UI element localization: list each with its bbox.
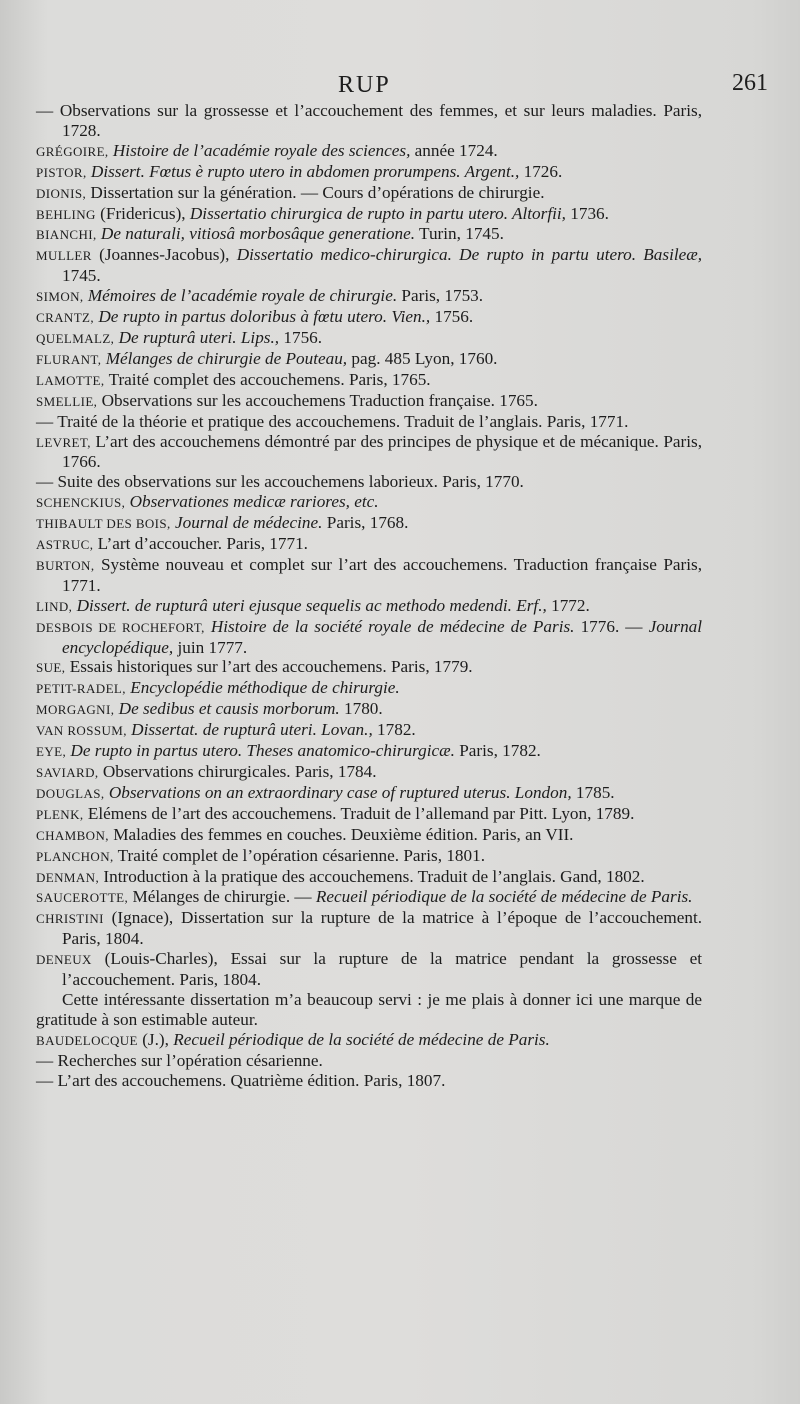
bibliography-entry xyxy=(36,908,702,949)
entry-author: LIND, xyxy=(36,598,73,614)
entry-title: Histoire de l’académie royale des sciences, xyxy=(112,140,411,160)
entry-title-secondary: Journal encyclopédique, xyxy=(62,616,703,657)
entry-author: VAN ROSSUM, xyxy=(36,723,127,739)
bibliography-entry xyxy=(36,1051,702,1071)
entry-text: Paris, 1768. xyxy=(326,513,409,533)
entry-author: BEHLING xyxy=(36,206,96,222)
entry-text: Mélanges de chirurgie. — xyxy=(132,887,312,907)
bibliography-entry xyxy=(36,555,702,596)
entry-author: THIBAULT DES BOIS, xyxy=(36,516,171,532)
entry-text: L’art des accouchemens. Quatrième édition. Paris, 1807. xyxy=(57,1070,446,1090)
entry-author: PISTOR, xyxy=(36,164,87,180)
continuation-dash: — xyxy=(36,411,54,431)
bibliography-entry xyxy=(36,617,702,658)
entry-text: Traité complet des accouchemens. Paris, 1765. xyxy=(108,369,431,389)
entry-author: PLENK, xyxy=(36,806,84,822)
entry-author: CHRISTINI xyxy=(36,911,104,927)
bibliography-entry xyxy=(36,867,702,888)
entry-text: 1756. xyxy=(283,327,323,347)
entry-author: SIMON, xyxy=(36,289,84,305)
bibliography-entry xyxy=(36,887,702,908)
entry-title: Encyclopédie méthodique de chirurgie. xyxy=(130,678,400,698)
entry-author: DESBOIS DE ROCHEFORT, xyxy=(36,619,205,635)
entry-text: Paris, 1753. xyxy=(401,286,484,306)
entry-title: Dissert. de rupturâ uteri ejusque sequelis ac methodo medendi. Erf., xyxy=(76,595,547,615)
bibliography-entry xyxy=(36,657,702,678)
entry-text: Introduction à la pratique des accouchemens. Traduit de l’anglais. Gand, 1802. xyxy=(103,866,645,886)
entry-author: DOUGLAS, xyxy=(36,785,105,801)
bibliography-entry xyxy=(36,1071,702,1091)
entry-text: 1745. xyxy=(62,266,101,286)
bibliography-entry xyxy=(36,492,702,513)
entry-text: Traité de la théorie et pratique des accouchemens. Traduit de l’anglais. Paris, 1771. xyxy=(57,411,629,431)
entry-text: Système nouveau et complet sur l’art des accouchemens. Traduction française Paris, 1771. xyxy=(62,554,703,595)
entry-text: L’art d’accoucher. Paris, 1771. xyxy=(97,534,308,554)
entry-author: BURTON, xyxy=(36,557,95,573)
bibliography-entry xyxy=(36,1030,702,1051)
entry-author: LAMOTTE, xyxy=(36,372,105,388)
entry-text: Paris, 1782. xyxy=(459,741,541,761)
entry-author: CHAMBON, xyxy=(36,827,109,843)
bibliography-entry xyxy=(36,141,702,162)
continuation-dash: — xyxy=(36,101,54,120)
entry-author: MULLER xyxy=(36,248,92,264)
entry-author: SAVIARD, xyxy=(36,765,99,780)
entry-author: BAUDELOCQUE xyxy=(36,1032,138,1048)
bibliography-entry xyxy=(36,162,702,183)
entry-author: ASTRUC, xyxy=(36,537,94,553)
bibliography-entry xyxy=(36,286,702,307)
bibliography-entry xyxy=(36,804,702,825)
bibliography-entry xyxy=(36,183,702,204)
entry-text: Dissertation sur la rupture de la matrice à l’époque de l’accouchement. Paris, 1804. xyxy=(62,908,703,949)
entry-author: SMELLIE, xyxy=(36,393,98,409)
entry-text: Essai sur la rupture de la matrice pendant la grossesse et l’accouchement. Paris, 1804. xyxy=(62,949,703,990)
entry-title: Dissert. Fœtus è rupto utero in abdomen prorumpens. Argent., xyxy=(90,161,520,181)
continuation-dash: — xyxy=(36,1070,54,1090)
entry-title: De rupto in partus utero. Theses anatomico-chirurgicæ. xyxy=(70,741,455,761)
entry-author: QUELMALZ, xyxy=(36,330,115,346)
bibliography-entry xyxy=(36,391,702,412)
entry-text: Observations chirurgicales. Paris, 1784. xyxy=(102,762,377,781)
entry-author: EYE, xyxy=(36,744,67,760)
bibliography-entry xyxy=(36,513,702,534)
bibliography-entry xyxy=(36,472,702,492)
entry-author: DENMAN, xyxy=(36,869,100,885)
entry-author-forename: (Louis-Charles), xyxy=(104,949,218,969)
entry-text: Observations sur la grossesse et l’accouchement des femmes, et sur leurs maladies. Paris, 1728. xyxy=(59,101,702,140)
entry-title: Journal de médecine. xyxy=(174,513,323,533)
entry-title: De naturali, vitiosâ morbosâque generatione. xyxy=(100,224,416,244)
entry-title: Observationes medicæ rariores, etc. xyxy=(129,492,379,512)
entry-text: année 1724. xyxy=(414,140,498,160)
entry-author: SCHENCKIUS, xyxy=(36,495,126,511)
entry-text: 1772. xyxy=(551,595,590,615)
continuation-dash: — xyxy=(36,1050,54,1070)
entry-text: 1780. xyxy=(344,699,383,719)
bibliography-entry xyxy=(36,762,702,783)
running-head xyxy=(0,70,800,100)
bibliography-list xyxy=(36,101,702,1091)
entry-text: 1756. xyxy=(434,307,474,327)
bibliography-entry xyxy=(36,432,702,473)
entry-title: Mémoires de l’académie royale de chirurgie. xyxy=(87,286,398,306)
entry-author-forename: (Fridericus), xyxy=(100,203,186,223)
entry-title-secondary: Recueil périodique de la société de médecine de Paris. xyxy=(315,887,693,907)
bibliography-entry xyxy=(36,307,702,328)
entry-author: SAUCEROTTE, xyxy=(36,890,129,906)
running-head-title: RUP xyxy=(338,72,391,98)
note-paragraph xyxy=(36,990,702,1030)
entry-text: 1736. xyxy=(570,203,609,223)
entry-title: De rupturâ uteri. Lips., xyxy=(118,327,280,347)
bibliography-entry xyxy=(36,825,702,846)
entry-title: Dissertatio medico-chirurgica. De rupto in partu utero. Basileæ, xyxy=(236,245,703,265)
bibliography-entry xyxy=(36,349,702,370)
bibliography-entry xyxy=(36,783,702,804)
entry-title: Histoire de la société royale de médecine de Paris. xyxy=(210,616,575,636)
bibliography-entry xyxy=(36,741,702,762)
bibliography-entry xyxy=(36,596,702,617)
entry-text: Dissertation sur la génération. — Cours d’opérations de chirurgie. xyxy=(90,182,545,202)
entry-text: Recherches sur l’opération césarienne. xyxy=(57,1050,323,1070)
entry-author: PLANCHON, xyxy=(36,848,114,864)
entry-text: Cette intéressante dissertation m’a beaucoup servi : je me plais à donner ici une marque de gratitude à son estimable auteur. xyxy=(36,989,702,1029)
entry-text: 1782. xyxy=(377,720,416,740)
entry-author: CRANTZ, xyxy=(36,310,95,326)
entry-text-secondary: juin 1777. xyxy=(177,637,248,657)
entry-title: Mélanges de chirurgie de Pouteau, xyxy=(105,348,348,368)
entry-author-forename: (Joannes-Jacobus), xyxy=(99,245,230,265)
bibliography-entry xyxy=(36,720,702,741)
entry-text: Elémens de l’art des accouchemens. Traduit de l’allemand par Pitt. Lyon, 1789. xyxy=(87,803,635,823)
entry-text: pag. 485 Lyon, 1760. xyxy=(351,348,498,368)
entry-text: 1726. xyxy=(523,161,563,181)
entry-text: Suite des observations sur les accouchemens laborieux. Paris, 1770. xyxy=(57,472,524,492)
entry-author: MORGAGNI, xyxy=(36,702,115,718)
entry-text: L’art des accouchemens démontré par des principes de physique et de mécanique. Paris, 1766. xyxy=(62,431,702,472)
bibliography-entry xyxy=(36,949,702,990)
bibliography-entry xyxy=(36,699,702,720)
entry-text: Observations sur les accouchemens Traduction française. 1765. xyxy=(101,390,538,410)
entry-author-forename: (J.), xyxy=(142,1029,169,1049)
entry-author: FLURANT, xyxy=(36,351,102,367)
bibliography-entry xyxy=(36,678,702,699)
bibliography-entry xyxy=(36,204,702,225)
entry-title: Recueil périodique de la société de médecine de Paris. xyxy=(173,1029,550,1049)
entry-text: 1785. xyxy=(575,782,615,802)
entry-author-forename: (Ignace), xyxy=(111,908,174,928)
page-number: 261 xyxy=(732,70,768,96)
entry-title: Dissertatio chirurgica de rupto in partu utero. Altorfii, xyxy=(189,203,566,223)
entry-text: Traité complet de l’opération césarienne. Paris, 1801. xyxy=(117,845,485,865)
entry-author: DENEUX xyxy=(36,952,92,968)
entry-author: PETIT-RADEL, xyxy=(36,681,126,697)
entry-text: Turin, 1745. xyxy=(419,224,504,244)
bibliography-entry xyxy=(36,328,702,349)
bibliography-entry xyxy=(36,370,702,391)
entry-author: DIONIS, xyxy=(36,185,87,201)
entry-author: BIANCHI, xyxy=(36,227,97,243)
entry-text: Maladies des femmes en couches. Deuxième édition. Paris, an VII. xyxy=(113,824,574,844)
entry-author: SUE, xyxy=(36,660,66,676)
bibliography-entry xyxy=(36,534,702,555)
bibliography-entry xyxy=(36,101,702,141)
entry-title: Observations on an extraordinary case of ruptured uterus. London, xyxy=(108,782,572,802)
bibliography-entry xyxy=(36,245,702,286)
continuation-dash: — xyxy=(36,472,54,492)
entry-author: LEVRET, xyxy=(36,434,91,450)
entry-author: GRÉGOIRE, xyxy=(36,143,109,159)
entry-title: De sedibus et causis morborum. xyxy=(118,699,340,719)
entry-text: Essais historiques sur l’art des accouchemens. Paris, 1779. xyxy=(69,657,473,677)
bibliography-entry xyxy=(36,846,702,867)
entry-text: 1776. — xyxy=(580,616,643,636)
entry-title: De rupto in partus doloribus à fœtu utero. Vien., xyxy=(98,307,431,327)
bibliography-entry xyxy=(36,224,702,245)
entry-title: Dissertat. de rupturâ uteri. Lovan., xyxy=(131,720,373,740)
bibliography-entry xyxy=(36,412,702,432)
